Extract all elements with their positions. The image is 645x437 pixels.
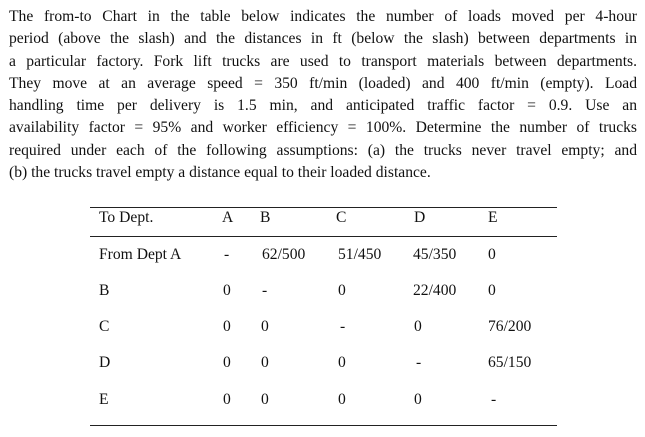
table-cell: 0: [338, 391, 346, 408]
header-col-b: B: [260, 209, 271, 226]
table-cell: 0: [261, 354, 269, 371]
table-cell: 0: [261, 391, 269, 408]
table-bottom-rule: [90, 425, 557, 426]
problem-line: period (above the slash) and the distances in ft (below the slash) between departments in: [9, 30, 637, 48]
table-cell: 65/150: [488, 354, 532, 371]
table-cell: 22/400: [413, 282, 457, 299]
table-cell: 0: [338, 354, 346, 371]
table-cell: 76/200: [488, 318, 532, 335]
table-cell: 45/350: [413, 246, 457, 263]
header-col-e: E: [488, 209, 498, 226]
table-cell: 0: [261, 318, 269, 335]
table-cell: 0: [338, 282, 346, 299]
table-cell: -: [224, 246, 230, 263]
row-label: B: [99, 282, 110, 299]
table-top-rule: [90, 207, 557, 208]
problem-line: a particular factory. Fork lift trucks are used to transport materials between departments.: [9, 52, 637, 70]
header-col-d: D: [414, 209, 426, 226]
problem-statement: [9, 6, 637, 184]
problem-line: (b) the trucks travel empty a distance equal to their loaded distance.: [9, 164, 431, 182]
table-cell: -: [491, 391, 497, 408]
table-cell: 0: [223, 354, 231, 371]
table-cell: 0: [488, 282, 496, 299]
table-cell: -: [416, 354, 422, 371]
header-col-c: C: [336, 209, 347, 226]
table-cell: 62/500: [262, 246, 306, 263]
table-cell: 0: [223, 318, 231, 335]
header-col-a: A: [222, 209, 234, 226]
problem-line: required under each of the following assumptions: (a) the trucks never travel empty; and: [9, 141, 637, 159]
header-to-dept: To Dept.: [99, 209, 154, 226]
table-cell: 0: [223, 391, 231, 408]
table-cell: 0: [414, 318, 422, 335]
row-label: C: [99, 318, 110, 335]
problem-line: They move at an average speed = 350 ft/min (loaded) and 400 ft/min (empty). Load: [9, 74, 637, 92]
table-cell: 0: [488, 246, 496, 263]
table-cell: -: [340, 318, 346, 335]
row-label: E: [99, 391, 109, 408]
table-cell: 51/450: [338, 246, 382, 263]
table-header-rule: [90, 236, 557, 237]
problem-line: handling time per delivery is 1.5 min, and anticipated traffic factor = 0.9. Use an: [9, 97, 637, 115]
problem-line: availability factor = 95% and worker efficiency = 100%. Determine the number of trucks: [9, 119, 637, 137]
row-label: D: [99, 354, 111, 371]
table-cell: 0: [414, 391, 422, 408]
table-cell: -: [262, 282, 268, 299]
table-cell: 0: [223, 282, 231, 299]
problem-line: The from-to Chart in the table below indicates the number of loads moved per 4-hour: [9, 8, 637, 25]
row-label: From Dept A: [99, 246, 182, 263]
